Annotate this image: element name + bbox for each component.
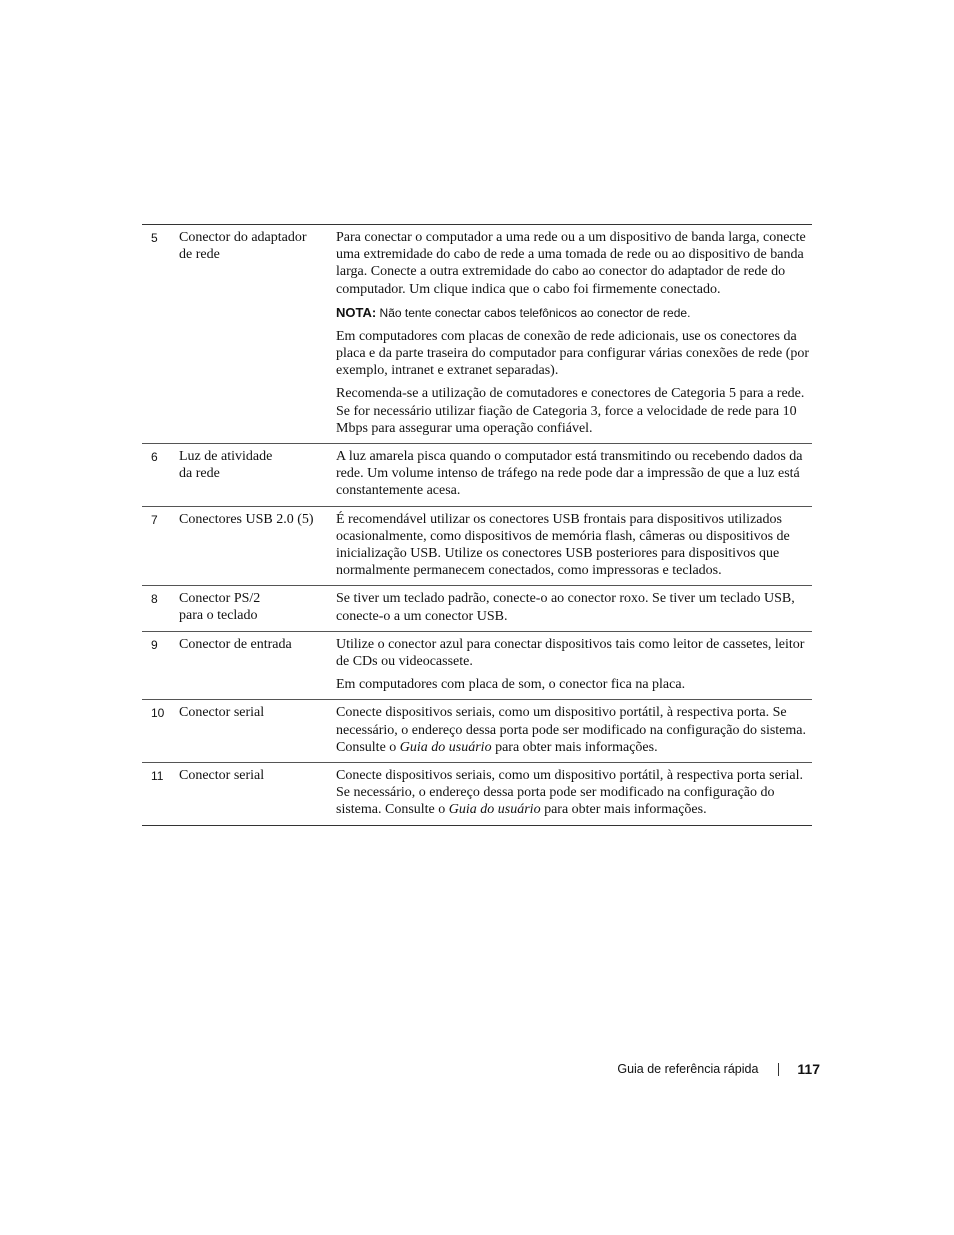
table-row bbox=[142, 506, 812, 586]
description-paragraph bbox=[336, 767, 812, 819]
description-text: Conecte dispositivos seriais, como um dispositivo portátil, à respectiva porta. Se necessário, o endereço dessa porta pode ser modificado na configuração do sistema. Consulte o bbox=[336, 705, 806, 755]
description-paragraph: Utilize o conector azul para conectar dispositivos tais como leitor de cassetes, leitor de CDs ou videocassete. bbox=[336, 636, 805, 670]
description-text: Conecte dispositivos seriais, como um dispositivo portátil, à respectiva porta serial. Se necessário, o endereço dessa porta pode ser modificado na configuração do sistema. Consulte o bbox=[336, 768, 803, 818]
item-description bbox=[336, 590, 812, 624]
note bbox=[336, 304, 812, 322]
table-row bbox=[142, 762, 812, 825]
item-description bbox=[336, 767, 812, 819]
item-label: Conector serial bbox=[179, 768, 265, 784]
item-number: 8 bbox=[151, 592, 158, 607]
item-description bbox=[336, 511, 812, 580]
item-number: 5 bbox=[151, 231, 158, 245]
guide-title: Guia do usuário bbox=[399, 739, 492, 755]
item-label: Conector de entrada bbox=[179, 636, 292, 652]
note-label: NOTA: bbox=[336, 304, 377, 320]
description-paragraph: Em computadores com placa de som, o conector fica na placa. bbox=[336, 677, 686, 693]
item-number: 9 bbox=[151, 637, 158, 652]
description-paragraph: Para conectar o computador a uma rede ou a um dispositivo de banda larga, conecte uma extremidade do cabo de rede a uma tomada de rede ou ao dispositivo de banda larga. Conecte a outra extremidade do cabo ao conector do adaptador de rede do computador. Um clique indica que o cabo foi firmemente conectado. bbox=[336, 230, 806, 297]
table-row bbox=[142, 585, 812, 630]
item-label: Conector PS/2 para o teclado bbox=[179, 591, 261, 624]
connector-table bbox=[142, 224, 812, 826]
description-paragraph: Recomenda-se a utilização de comutadores e conectores de Categoria 5 para a rede. Se for necessário utilizar fiação de Categoria 3, force a velocidade de rede para 10 Mbps para assegurar uma operação confiável. bbox=[336, 386, 805, 436]
item-number: 7 bbox=[151, 512, 158, 527]
description-paragraph: Se tiver um teclado padrão, conecte-o ao conector roxo. Se tiver um teclado USB, conecte-o a um conector USB. bbox=[336, 591, 795, 624]
page-footer bbox=[617, 1061, 820, 1077]
item-description bbox=[336, 229, 812, 437]
item-label: Conector serial bbox=[179, 705, 265, 721]
item-number: 10 bbox=[151, 706, 165, 721]
item-description bbox=[336, 704, 812, 756]
description-paragraph bbox=[336, 704, 812, 756]
description-paragraph: Em computadores com placas de conexão de rede adicionais, use os conectores da placa e da parte traseira do computador para configurar várias conexões de rede (por exemplo, intranet e extranet separadas). bbox=[336, 328, 810, 379]
item-number: 6 bbox=[151, 450, 158, 465]
description-text: para obter mais informações. bbox=[540, 802, 707, 818]
note-text: Não tente conectar cabos telefônicos ao conector de rede. bbox=[376, 305, 691, 320]
description-text: para obter mais informações. bbox=[491, 739, 658, 755]
item-description bbox=[336, 448, 812, 500]
guide-title: Guia do usuário bbox=[448, 802, 541, 818]
table-row bbox=[142, 699, 812, 762]
table-row bbox=[142, 443, 812, 506]
item-number: 11 bbox=[151, 769, 164, 784]
table-row bbox=[142, 225, 812, 443]
table-row bbox=[142, 631, 812, 700]
footer-title: Guia de referência rápida bbox=[617, 1062, 759, 1076]
footer-separator bbox=[778, 1063, 779, 1076]
page-number: 117 bbox=[797, 1061, 820, 1077]
item-label: Conector do adaptador de rede bbox=[179, 230, 307, 262]
item-label: Luz de atividade da rede bbox=[179, 449, 273, 482]
item-description bbox=[336, 636, 812, 694]
item-label: Conectores USB 2.0 (5) bbox=[179, 511, 314, 527]
description-paragraph: A luz amarela pisca quando o computador está transmitindo ou recebendo dados da rede. Um volume intenso de tráfego na rede pode dar a impressão de que a luz está constantemente acesa. bbox=[336, 449, 803, 499]
description-paragraph: É recomendável utilizar os conectores USB frontais para dispositivos utilizados ocasionalmente, como dispositivos de memória flash, câmeras ou dispositivos de inicialização USB. Utilize os conectores USB posteriores para dispositivos que normalmente permanecem conectados, como impressoras e teclados. bbox=[336, 511, 790, 579]
